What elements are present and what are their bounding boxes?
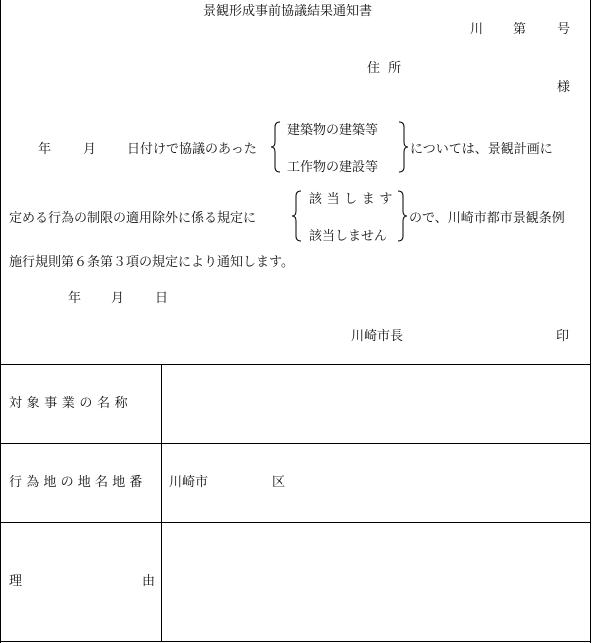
number-kawa: 川 — [470, 22, 484, 37]
frame-bottom — [0, 641, 591, 642]
choice-not-applicable: 該当しません — [309, 229, 388, 244]
body-day-prefix: 日付けで協議のあった — [127, 142, 257, 157]
label-reason-right: 由 — [142, 574, 156, 589]
right-brace-2 — [397, 190, 407, 242]
label-project-name: 対象事業の名称 — [9, 396, 133, 411]
body-year-label: 年 — [38, 142, 52, 157]
right-brace-1 — [398, 121, 408, 173]
label-site-address: 行為地の地名地番 — [9, 475, 147, 490]
frame-right — [590, 0, 591, 643]
left-brace-2 — [292, 190, 302, 242]
value-site-ward: 区 — [272, 475, 286, 490]
body-month-label: 月 — [83, 142, 97, 157]
date-day-label: 日 — [155, 291, 169, 306]
choice-building-construction: 建築物の建築等 — [287, 123, 379, 138]
value-site-city: 川崎市 — [169, 475, 209, 490]
recipient-honorific: 様 — [557, 80, 571, 95]
body-line1-suffix: については、景観計画に — [410, 142, 553, 157]
body-line2-suffix: ので、川崎市都市景観条例 — [409, 211, 565, 226]
frame-left — [0, 0, 1, 643]
label-reason-left: 理 — [9, 574, 23, 589]
body-line2-prefix: 定める行為の制限の適用除外に係る規定に — [9, 211, 257, 226]
table-row-divider-2 — [0, 522, 591, 523]
date-month-label: 月 — [111, 291, 125, 306]
number-go: 号 — [557, 22, 571, 37]
choice-applicable: 該当します — [309, 192, 398, 207]
left-brace-1 — [271, 121, 281, 173]
body-line3: 施行規則第６条第３項の規定により通知します。 — [9, 255, 294, 270]
table-top-border — [0, 364, 591, 365]
issuer-name: 川崎市長 — [351, 329, 404, 344]
table-column-divider — [161, 364, 162, 642]
table-row-divider-1 — [0, 443, 591, 444]
choice-structure-construction: 工作物の建設等 — [287, 160, 379, 175]
seal-mark: 印 — [556, 329, 570, 344]
document-title: 景観形成事前協議結果通知書 — [203, 4, 373, 19]
date-year-label: 年 — [68, 291, 82, 306]
number-dai: 第 — [513, 22, 527, 37]
address-label: 住 所 — [367, 61, 404, 76]
